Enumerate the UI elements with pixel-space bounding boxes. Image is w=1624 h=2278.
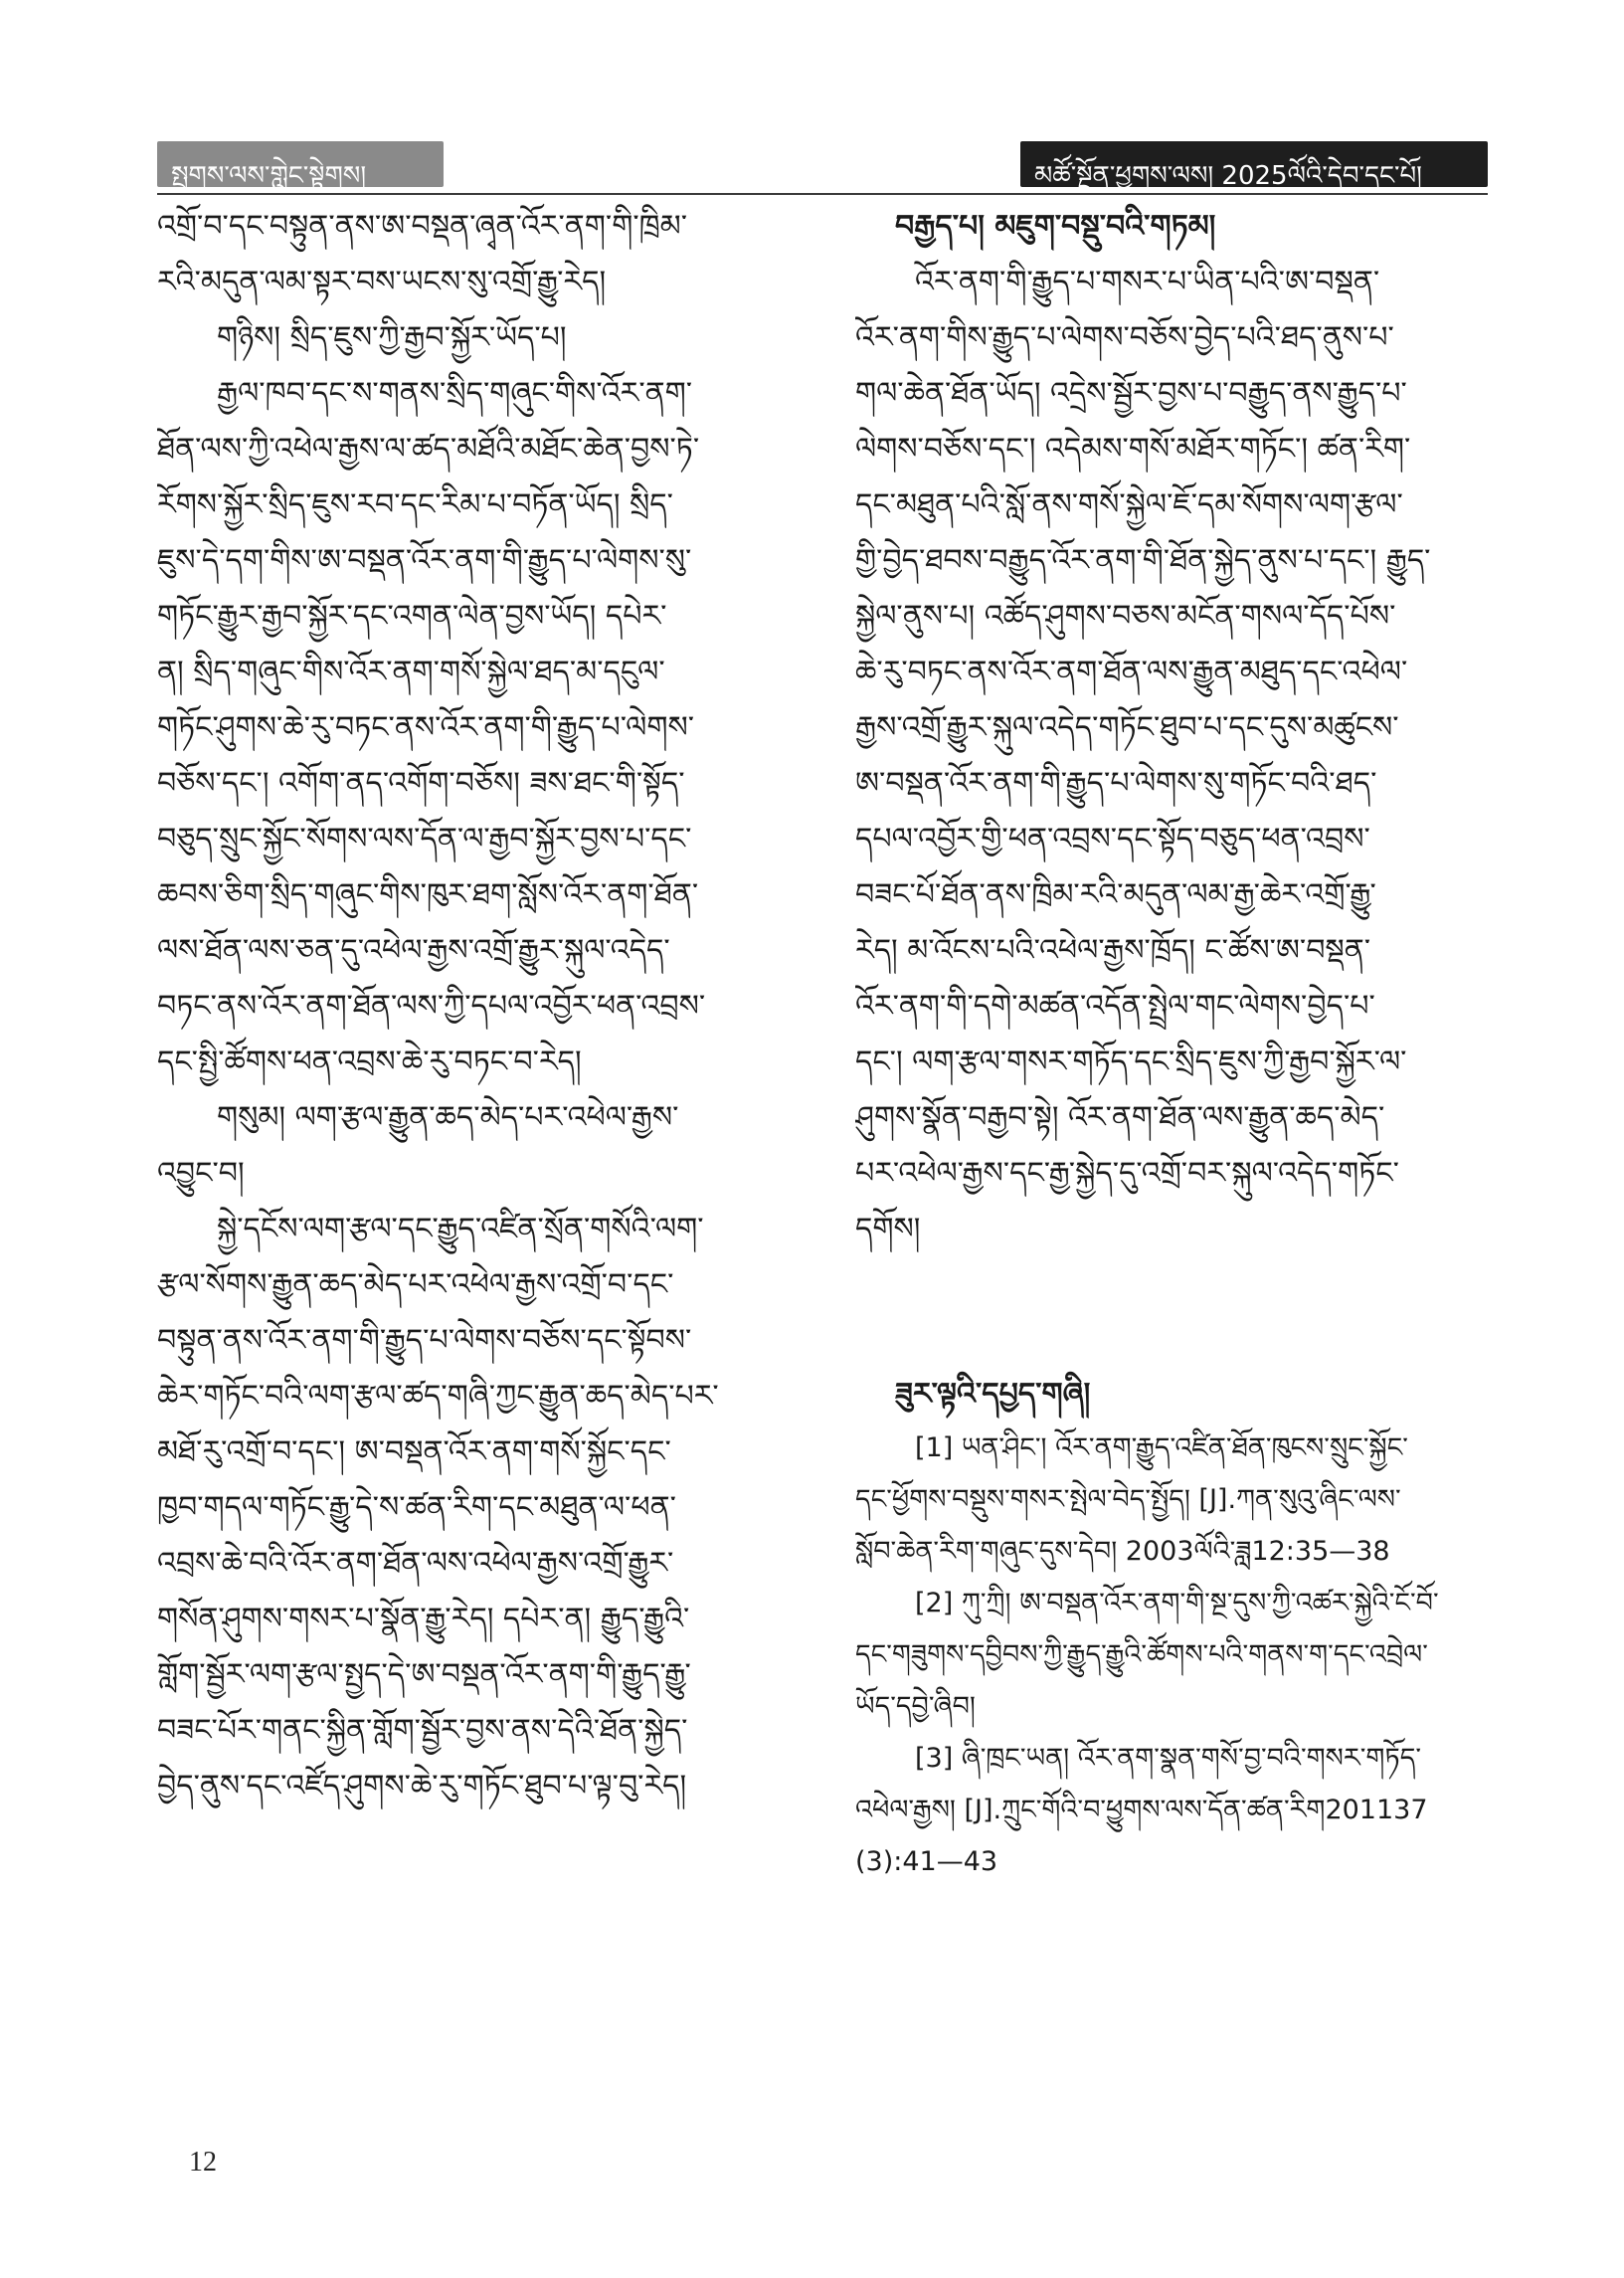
right-column	[855, 199, 1492, 1888]
reference-line: དང་གཟུགས་དབྱིབས་ཀྱི་རྒྱུད་རྒྱུའི་ཚོགས་པའི་གནས་ག་དང་འབྲེལ་	[855, 1639, 1428, 1670]
body-line: པར་འཕེལ་རྒྱས་དང་རྒྱ་སྐྱེད་དུ་འགྲོ་བར་སྐུལ་འདེད་གཏོང་	[855, 1156, 1399, 1191]
body-line: རྒྱས་འགྲོ་རྒྱུར་སྐུལ་འདེད་གཏོང་ཐུབ་པ་དང་དུས་མཚུངས་	[855, 710, 1399, 745]
body-line: ཐོན་ལས་ཀྱི་འཕེལ་རྒྱས་ལ་ཚད་མཐོའི་མཐོང་ཆེན་བྱས་ཏེ་	[157, 432, 700, 467]
reference-line: སློབ་ཆེན་རིག་གཞུང་དུས་དེབ། 2003ལོའི་ཟླ12:35—38	[855, 1536, 1390, 1567]
reference-line: (3):41—43	[855, 1846, 998, 1877]
body-line: ཇུས་དེ་དག་གིས་ཨ་བསྡན་འོར་ནག་གི་རྒྱུད་པ་ལེགས་སུ་	[157, 543, 692, 578]
journal-label-text: མཚོ་སྔོན་ཕྱུགས་ལས། 2025ལོའི་དེབ་དང་པོ།	[1034, 161, 1422, 191]
body-line: དང་མཐུན་པའི་སློ་ནས་གསོ་སྐྱེལ་ཇོ་དམ་སོགས་ལག་རྩལ་	[855, 487, 1403, 522]
body-line: འོར་ནག་གི་དགེ་མཚན་འདོན་སྤྲེལ་གང་ལེགས་བྱེད་པ་	[855, 989, 1375, 1024]
body-line: ལས་ཐོན་ལས་ཅན་དུ་འཕེལ་རྒྱས་འགྲོ་རྒྱུར་སྐུལ་འདེད་	[157, 933, 670, 968]
references-title: ཟུར་ལྟའི་དཔྱད་གཞི།	[895, 1377, 1091, 1412]
body-line: གསོན་ཤུགས་གསར་པ་སྣོན་རྒྱུ་རེད། དཔེར་ན། རྒྱུད་རྒྱུའི་	[157, 1602, 690, 1636]
body-line: རའི་མདུན་ལམ་སྟར་བས་ཡངས་སུ་འགྲོ་རྒྱུ་རེད།	[157, 265, 607, 299]
body-line: འོར་ནག་གི་རྒྱུད་པ་གསར་པ་ཡིན་པའི་ཨ་བསྡན་	[915, 265, 1380, 299]
body-line: ཆབས་ཅིག་སྲིད་གཞུང་གིས་ཁུར་ཐག་སློས་འོར་ནག་ཐོན་	[157, 877, 699, 912]
body-line: གཏོང་ཤུགས་ཆེ་རུ་བཏང་ནས་འོར་ནག་གི་རྒྱུད་པ་ལེགས་	[157, 710, 694, 745]
body-line: བཅོས་དང་། འགོག་ནད་འགོག་བཅོས། ཟས་ཐང་གི་སྟོད་	[157, 766, 685, 801]
body-line: བྱེད་ནུས་དང་འཛོད་ཤུགས་ཆེ་རུ་གཏོང་ཐུབ་པ་ལྟ་བུ་རེད།	[157, 1769, 687, 1803]
body-line: རྩལ་སོགས་རྒྱུན་ཆད་མེད་པར་འཕེལ་རྒྱས་འགྲོ་བ་དང་	[157, 1267, 674, 1302]
section-label-text: སྤྱགས་ལས་གླེང་སྟེགས།	[171, 161, 367, 191]
left-column	[157, 199, 794, 1814]
page-number: 12	[189, 2147, 217, 2178]
body-line: གྱི་བྱེད་ཐབས་བརྒྱུད་འོར་ནག་གི་ཐོན་སྐྱེད་ནུས་པ་དང་། རྒྱུད་	[855, 543, 1431, 578]
body-line: གལ་ཆེན་ཐོན་ཡོད། འདྲེས་སྦྱོར་བྱས་པ་བརྒྱུད་ནས་རྒྱུད་པ་	[855, 376, 1407, 411]
body-line: ལེགས་བཅོས་དང་། འདེམས་གསོ་མཐོར་གཏོང་། ཚན་རིག་	[855, 432, 1411, 467]
reference-line: [1] ཡན་ཤིང་། འོར་ནག་རྒྱུད་འཛིན་ཐོན་ཁུངས་སྲུང་སྐྱོང་	[915, 1432, 1408, 1463]
body-line: རྒྱལ་ཁབ་དང་ས་གནས་སྲིད་གཞུང་གིས་འོར་ནག་	[217, 376, 693, 411]
body-line: ཨ་བསྡན་འོར་ནག་གི་རྒྱུད་པ་ལེགས་སུ་གཏོང་བའི་ཐད་	[855, 766, 1377, 801]
reference-line: [3] ཞི་ཁྲང་ཡན། འོར་ནག་སྣན་གསོ་བྱ་བའི་གསར་གཏོད་	[915, 1743, 1422, 1774]
body-line: ཆེ་རུ་བཏང་ནས་འོར་ནག་ཐོན་ལས་རྒྱུན་མཐུད་དང་འཕེལ་	[855, 655, 1408, 689]
body-line: བཏང་ནས་འོར་ནག་ཐོན་ལས་ཀྱི་དཔལ་འབྱོར་ཕན་འབྲས་	[157, 989, 706, 1024]
body-line: འགྲོ་བ་དང་བསྟུན་ནས་ཨ་བསྡན་ཞྭན་འོར་ནག་གི་ཁྲིམ་	[157, 209, 688, 244]
body-line: སྐྱེལ་ནུས་པ། འཚོད་ཤུགས་བཅས་མངོན་གསལ་དོད་པོས་	[855, 599, 1396, 634]
body-line: དང་སྤྱི་ཚོགས་ཕན་འབྲས་ཆེ་རུ་བཏང་བ་རེད།	[157, 1044, 582, 1079]
body-line: ན། སྲིད་གཞུང་གིས་འོར་ནག་གསོ་སྐྱེལ་ཐད་མ་དངུལ་	[157, 655, 665, 689]
section-label	[157, 141, 444, 191]
reference-line: འཕེལ་རྒྱས། [J].ཀྲུང་གོའི་བ་ཕྱུགས་ལས་དོན་ཚན་རིག201137	[855, 1795, 1428, 1825]
body-line: འོར་ནག་གིས་རྒྱུད་པ་ལེགས་བཅོས་བྱེད་པའི་ཐད་ནུས་པ་	[855, 320, 1394, 355]
body-line: དཔལ་འབྱོར་གྱི་ཕན་འབྲས་དང་སྟོད་བཅུད་ཕན་འབྲས་	[855, 822, 1370, 856]
reference-line: དང་ཕྱོགས་བསྡུས་གསར་སྤེལ་བེད་སྤྱོད། [J].ཀན་སུའུ་ཞིང་ལས་	[855, 1484, 1401, 1515]
body-line: འབྱུང་བ།	[157, 1156, 245, 1191]
body-line: གློག་སྦྱོར་ལག་རྩལ་སྤྱད་དེ་ཨ་བསྡན་འོར་ནག་གི་རྒྱུད་རྒྱུ་	[157, 1657, 691, 1692]
body-line: ཁྱབ་གདལ་གཏོང་རྒྱུ་དེ་ས་ཚན་རིག་དང་མཐུན་ལ་ཕན་	[157, 1490, 676, 1525]
body-line: གཏོང་རྒྱུར་རྒྱབ་སྐྱོར་དང་འགན་ལེན་བྱས་ཡོད། དཔེར་	[157, 599, 667, 634]
reference-line: [2] ཀུ་ཀྲི། ཨ་བསྡན་འོར་ནག་གི་སྔ་དུས་ཀྱི་འཚར་སྐྱེའི་ངོ་བོ་	[915, 1588, 1439, 1618]
spacer	[855, 1257, 1492, 1367]
body-line: བསྟུན་ནས་འོར་ནག་གི་རྒྱུད་པ་ལེགས་བཅོས་དང་སྟོབས་	[157, 1323, 692, 1358]
body-line: རེད། མ་འོངས་པའི་འཕེལ་རྒྱས་ཁྲོད། ང་ཚོས་ཨ་བསྡན་	[855, 933, 1371, 968]
header-divider	[157, 193, 1488, 195]
body-line: ཤུགས་སྣོན་བརྒྱབ་སྟེ། འོར་ནག་ཐོན་ལས་རྒྱུན་ཆད་མེད་	[855, 1100, 1385, 1135]
reference-line: ཡོད་དབྱེ་ཞིབ།	[855, 1691, 976, 1722]
body-line: སྐྱེ་དངོས་ལག་རྩལ་དང་རྒྱུད་འཛིན་སྲོན་གསོའི་ལག་	[217, 1212, 704, 1246]
body-line: བཅུད་སྲུང་སྐྱོང་སོགས་ལས་དོན་ལ་རྒྱབ་སྐྱོར་བྱས་པ་དང་	[157, 822, 692, 856]
body-line: བཟང་པོ་ཐོན་ནས་ཁྲིམ་རའི་མདུན་ལམ་རྒྱ་ཆེར་འགྲོ་རྒྱུ་	[855, 877, 1376, 912]
section-heading: བརྒྱད་པ། མཇུག་བསྡུ་བའི་གཏམ།	[895, 209, 1216, 244]
body-line: རོགས་སྐྱོར་སྲིད་ཇུས་རབ་དང་རིམ་པ་བཏོན་ཡོད། སྲིད་	[157, 487, 673, 522]
subsection-heading: གཉིས། སྲིད་ཇུས་ཀྱི་རྒྱབ་སྐྱོར་ཡོད་པ།	[217, 320, 567, 355]
body-line: དང་། ལག་རྩལ་གསར་གཏོད་དང་སྲིད་ཇུས་ཀྱི་རྒྱབ་སྐྱོར་ལ་	[855, 1044, 1407, 1079]
body-line: མཐོ་རུ་འགྲོ་བ་དང་། ཨ་བསྡན་འོར་ནག་གསོ་སྐྱོང་དང་	[157, 1434, 671, 1469]
body-line: བཟང་པོར་གནང་སྐྱིན་གློག་སྦྱོར་བྱས་ནས་དེའི་ཐོན་སྐྱེད་	[157, 1713, 688, 1748]
subsection-heading: གསུམ། ལག་རྩལ་རྒྱུན་ཆད་མེད་པར་འཕེལ་རྒྱས་	[217, 1100, 679, 1135]
journal-label	[1020, 141, 1488, 191]
body-line: ཆེར་གཏོང་བའི་ལག་རྩལ་ཚད་གཞི་ཀྱང་རྒྱུན་ཆད་མེད་པར་	[157, 1379, 719, 1414]
body-line: དགོས།	[855, 1212, 921, 1246]
body-line: འབྲས་ཆེ་བའི་འོར་ནག་ཐོན་ལས་འཕེལ་རྒྱས་འགྲོ་རྒྱུར་	[157, 1546, 674, 1581]
